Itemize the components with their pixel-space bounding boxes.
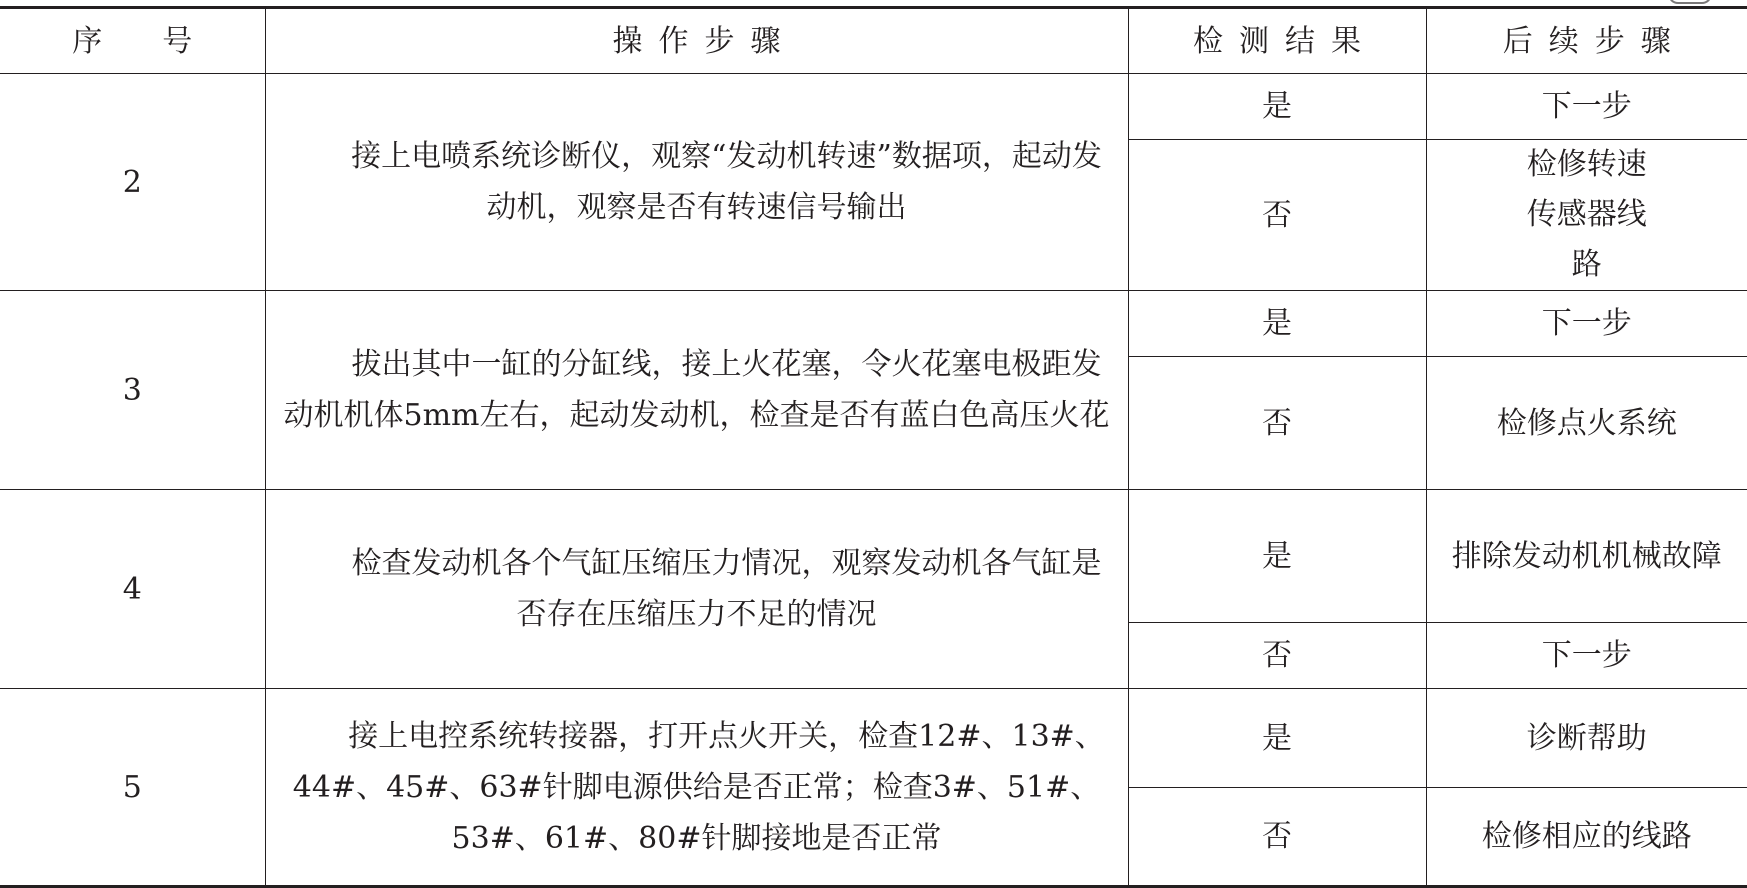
next-step: 检修相应的线路 <box>1426 788 1747 887</box>
header-row <box>0 8 1747 74</box>
table-row <box>0 74 1747 140</box>
step-number: 2 <box>0 74 265 291</box>
next-step: 排除发动机机械故障 <box>1426 490 1747 623</box>
next-step: 下一步 <box>1426 623 1747 689</box>
header-result: 检测结果 <box>1128 8 1426 74</box>
step-operation: 接上电喷系统诊断仪，观察“发动机转速”数据项，起动发动机，观察是否有转速信号输出 <box>265 74 1128 291</box>
result-no: 否 <box>1128 623 1426 689</box>
step-operation: 接上电控系统转接器，打开点火开关，检查12#、13#、44#、45#、63#针脚电源供给是否正常；检查3#、51#、53#、61#、80#针脚接地是否正常 <box>265 689 1128 887</box>
next-step: 下一步 <box>1426 74 1747 140</box>
table-row <box>0 490 1747 623</box>
result-yes: 是 <box>1128 490 1426 623</box>
header-next: 后续步骤 <box>1426 8 1747 74</box>
next-step: 诊断帮助 <box>1426 689 1747 788</box>
step-operation: 拔出其中一缸的分缸线，接上火花塞，令火花塞电极距发动机机体5mm左右，起动发动机，检查是否有蓝白色高压火花 <box>265 291 1128 490</box>
diagnosis-table <box>0 6 1747 888</box>
table-row <box>0 689 1747 788</box>
header-seq: 序号 <box>0 8 265 74</box>
step-number: 4 <box>0 490 265 689</box>
header-operation: 操作步骤 <box>265 8 1128 74</box>
continued-mark <box>1668 0 1712 4</box>
next-step: 检修转速传感器线路 <box>1426 140 1747 291</box>
result-yes: 是 <box>1128 74 1426 140</box>
step-number: 5 <box>0 689 265 887</box>
next-step: 检修点火系统 <box>1426 357 1747 490</box>
result-no: 否 <box>1128 788 1426 887</box>
result-yes: 是 <box>1128 689 1426 788</box>
step-number: 3 <box>0 291 265 490</box>
next-step: 下一步 <box>1426 291 1747 357</box>
result-no: 否 <box>1128 140 1426 291</box>
step-operation: 检查发动机各个气缸压缩压力情况，观察发动机各气缸是否存在压缩压力不足的情况 <box>265 490 1128 689</box>
table-row <box>0 291 1747 357</box>
result-no: 否 <box>1128 357 1426 490</box>
result-yes: 是 <box>1128 291 1426 357</box>
